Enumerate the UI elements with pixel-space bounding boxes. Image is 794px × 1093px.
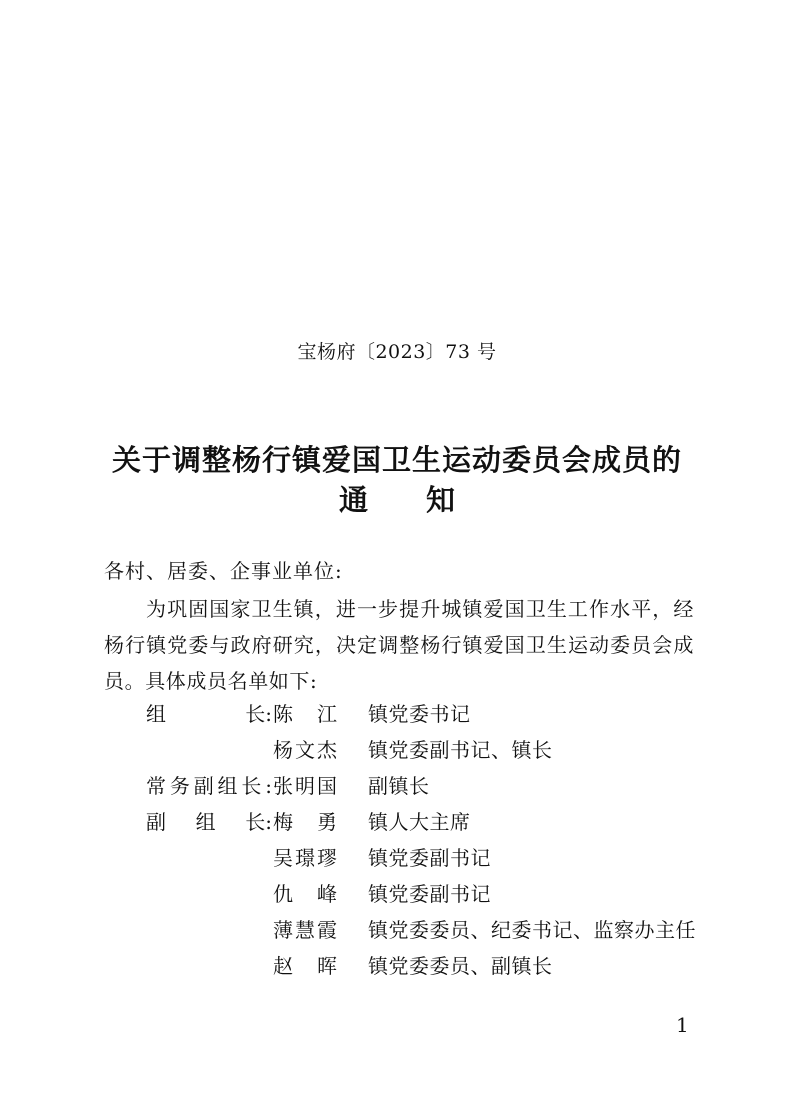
member-post: 镇党委书记 <box>368 702 471 726</box>
member-name-char: 国 <box>317 774 337 798</box>
title-char-zhi: 知 <box>426 483 456 517</box>
title-line-2 <box>0 480 794 520</box>
member-name <box>273 732 337 768</box>
member-row <box>0 804 794 840</box>
member-role-part: 务 <box>169 774 190 798</box>
member-name-char: 慧 <box>295 918 315 942</box>
member-post: 镇党委副书记 <box>368 882 491 906</box>
member-name-char: 江 <box>317 702 337 726</box>
member-name-char: 杰 <box>317 738 337 762</box>
member-role-part: 副 <box>146 810 166 834</box>
member-name-char: 文 <box>295 738 315 762</box>
member-name <box>273 876 337 912</box>
member-row <box>0 768 794 804</box>
member-row <box>0 948 794 984</box>
member-post: 镇党委委员、纪委书记、监察办主任 <box>368 918 696 942</box>
member-post: 镇党委副书记 <box>368 846 491 870</box>
body-paragraph: 为巩固国家卫生镇，进一步提升城镇爱国卫生工作水平，经杨行镇党委与政府研究，决定调整杨行镇爱国卫生运动委员会成员。具体成员名单如下: <box>104 597 694 693</box>
member-post: 镇党委副书记、镇长 <box>368 738 553 762</box>
member-role-part: 组 <box>146 702 166 726</box>
member-role <box>146 804 272 840</box>
member-name <box>273 696 337 732</box>
member-name-char: 陈 <box>273 702 293 726</box>
member-name-char: 峰 <box>317 882 337 906</box>
member-post: 副镇长 <box>368 774 430 798</box>
member-name <box>273 840 337 876</box>
member-row <box>0 696 794 732</box>
member-name-char: 璟 <box>295 846 315 870</box>
member-row <box>0 912 794 948</box>
member-name <box>273 768 337 804</box>
member-name-char: 明 <box>295 774 315 798</box>
member-role-part: 长 <box>241 774 262 798</box>
member-name-char: 晖 <box>317 954 337 978</box>
member-name-char: 杨 <box>273 738 293 762</box>
member-role-part: 副 <box>193 774 214 798</box>
member-name-char: 璆 <box>317 846 337 870</box>
member-role-part: 长: <box>245 702 272 726</box>
member-role-part: : <box>265 774 272 798</box>
member-name-char: 吴 <box>273 846 293 870</box>
member-name <box>273 804 337 840</box>
member-row <box>0 732 794 768</box>
page-number: 1 <box>676 1013 689 1037</box>
member-role-part: 组 <box>195 810 216 834</box>
title-line-1: 关于调整杨行镇爱国卫生运动委员会成员的 <box>111 443 682 477</box>
member-name-char: 薄 <box>273 918 293 942</box>
member-name-char: 梅 <box>273 810 293 834</box>
salutation: 各村、居委、企事业单位: <box>104 559 343 583</box>
member-name-char: 赵 <box>273 954 293 978</box>
document-title <box>0 440 794 520</box>
member-name-char: 张 <box>273 774 293 798</box>
member-name <box>273 948 337 984</box>
member-post: 镇人大主席 <box>368 810 471 834</box>
member-name-char: 仇 <box>273 882 293 906</box>
member-role-part: 组 <box>217 774 238 798</box>
member-role <box>146 768 272 804</box>
member-name <box>273 912 337 948</box>
member-row <box>0 876 794 912</box>
member-name-char: 勇 <box>317 810 337 834</box>
member-name-char: 霞 <box>317 918 337 942</box>
document-number: 宝杨府〔2023〕73 号 <box>297 341 497 363</box>
member-role-part: 长: <box>245 810 272 834</box>
member-row <box>0 840 794 876</box>
member-role <box>146 696 272 732</box>
member-role-part: 常 <box>146 774 166 798</box>
member-post: 镇党委委员、副镇长 <box>368 954 553 978</box>
title-char-tong: 通 <box>338 483 368 517</box>
